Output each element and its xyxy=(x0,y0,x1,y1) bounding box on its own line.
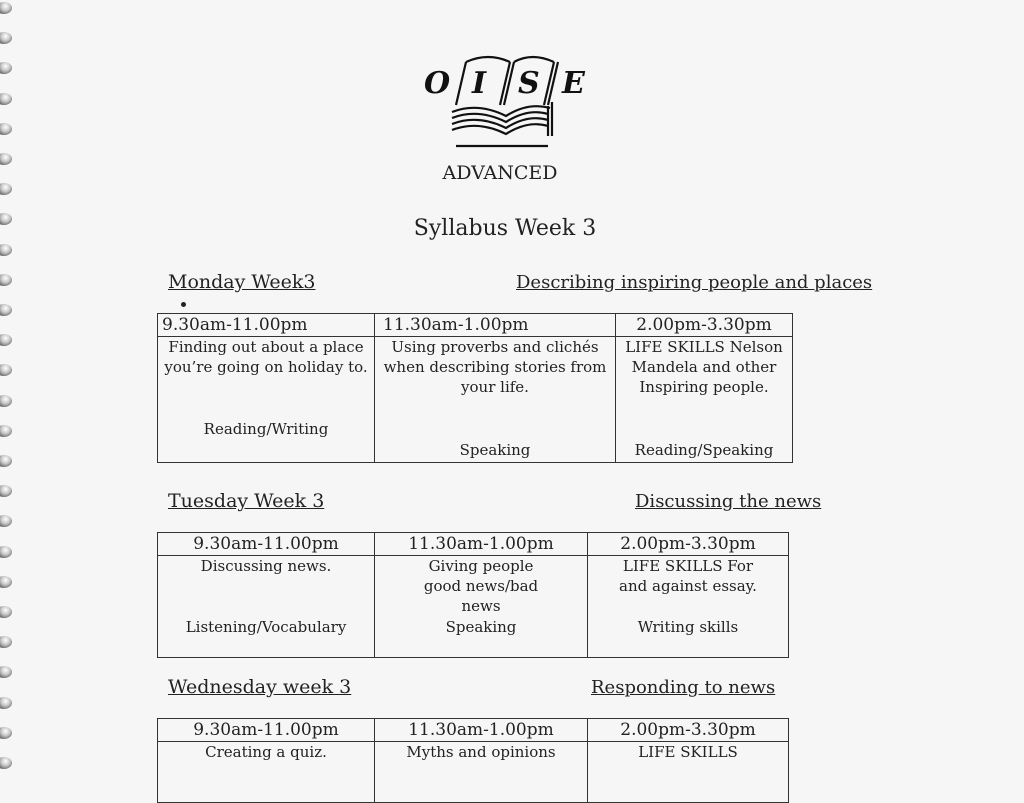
theme-monday: Describing inspiring people and places xyxy=(516,272,873,293)
session-description: Creating a quiz. xyxy=(205,743,327,761)
day-title-tuesday: Tuesday Week 3 xyxy=(168,490,325,512)
session-description: LIFE SKILLS xyxy=(638,743,738,761)
time-slot: 2.00pm-3.30pm xyxy=(588,719,789,742)
spiral-coil xyxy=(0,32,12,44)
session-cell xyxy=(375,337,616,463)
time-slot: 9.30am-11.00pm xyxy=(158,719,375,742)
session-description: Finding out about a place you’re going on holiday to. xyxy=(164,338,368,376)
session-cell xyxy=(375,556,588,658)
spiral-coil xyxy=(0,304,12,316)
session-skill: Speaking xyxy=(459,441,531,459)
bullet-mark xyxy=(181,302,186,307)
schedule-table-tuesday xyxy=(157,532,789,658)
session-cell xyxy=(588,556,789,658)
spiral-coil xyxy=(0,2,12,14)
table-row xyxy=(158,533,789,556)
spiral-coil xyxy=(0,274,12,286)
spiral-coil xyxy=(0,515,12,527)
spiral-coil xyxy=(0,183,12,195)
spiral-coil xyxy=(0,123,12,135)
session-cell xyxy=(588,742,789,803)
spiral-coil xyxy=(0,666,12,678)
logo-letter-s: S xyxy=(518,66,540,101)
course-level: ADVANCED xyxy=(442,162,558,184)
logo-letter-o: O xyxy=(424,66,451,101)
session-skill: Speaking xyxy=(445,618,517,636)
time-slot: 11.30am-1.00pm xyxy=(375,533,588,556)
theme-wednesday: Responding to news xyxy=(591,677,776,698)
spiral-coil xyxy=(0,546,12,558)
table-row xyxy=(158,742,789,803)
session-skill: Writing skills xyxy=(637,618,739,636)
time-slot: 11.30am-1.00pm xyxy=(375,719,588,742)
schedule-table-wednesday xyxy=(157,718,789,803)
spiral-coil xyxy=(0,697,12,709)
session-description: LIFE SKILLS Nelson Mandela and other Inspiring people. xyxy=(625,338,783,396)
spiral-coil xyxy=(0,395,12,407)
page-title: Syllabus Week 3 xyxy=(413,216,597,241)
spiral-coil xyxy=(0,636,12,648)
theme-tuesday: Discussing the news xyxy=(635,491,822,512)
spiral-coil xyxy=(0,485,12,497)
schedule-table-monday xyxy=(157,313,793,463)
oise-logo xyxy=(420,50,590,150)
spiral-coil xyxy=(0,727,12,739)
session-description: LIFE SKILLS For and against essay. xyxy=(619,557,757,595)
spiral-coil xyxy=(0,93,12,105)
session-skill: Listening/Vocabulary xyxy=(185,618,347,636)
spiral-coil xyxy=(0,576,12,588)
session-cell xyxy=(616,337,793,463)
table-row xyxy=(158,314,793,337)
session-cell xyxy=(158,337,375,463)
time-slot: 11.30am-1.00pm xyxy=(375,314,616,337)
session-description: Myths and opinions xyxy=(406,743,556,761)
spiral-coil xyxy=(0,606,12,618)
spiral-coil xyxy=(0,334,12,346)
spiral-coil xyxy=(0,455,12,467)
logo-letter-e: E xyxy=(562,66,585,101)
spiral-binding xyxy=(0,0,14,768)
session-description: Giving people good news/bad news xyxy=(423,557,539,615)
time-slot: 9.30am-11.00pm xyxy=(158,533,375,556)
session-cell xyxy=(158,742,375,803)
day-title-monday: Monday Week3 xyxy=(168,271,316,293)
session-description: Using proverbs and clichés when describing stories from your life. xyxy=(383,338,607,396)
logo-letter-i: I xyxy=(472,66,487,101)
spiral-coil xyxy=(0,364,12,376)
time-slot: 9.30am-11.00pm xyxy=(158,314,375,337)
spiral-coil xyxy=(0,425,12,437)
spiral-coil xyxy=(0,62,12,74)
spiral-coil xyxy=(0,244,12,256)
session-description: Discussing news. xyxy=(200,557,332,575)
time-slot: 2.00pm-3.30pm xyxy=(588,533,789,556)
session-cell xyxy=(158,556,375,658)
table-row xyxy=(158,719,789,742)
time-slot: 2.00pm-3.30pm xyxy=(616,314,793,337)
spiral-coil xyxy=(0,757,12,769)
table-row xyxy=(158,337,793,463)
session-skill: Reading/Writing xyxy=(203,420,329,438)
table-row xyxy=(158,556,789,658)
session-cell xyxy=(375,742,588,803)
day-title-wednesday: Wednesday week 3 xyxy=(168,676,352,698)
session-skill: Reading/Speaking xyxy=(634,441,774,459)
